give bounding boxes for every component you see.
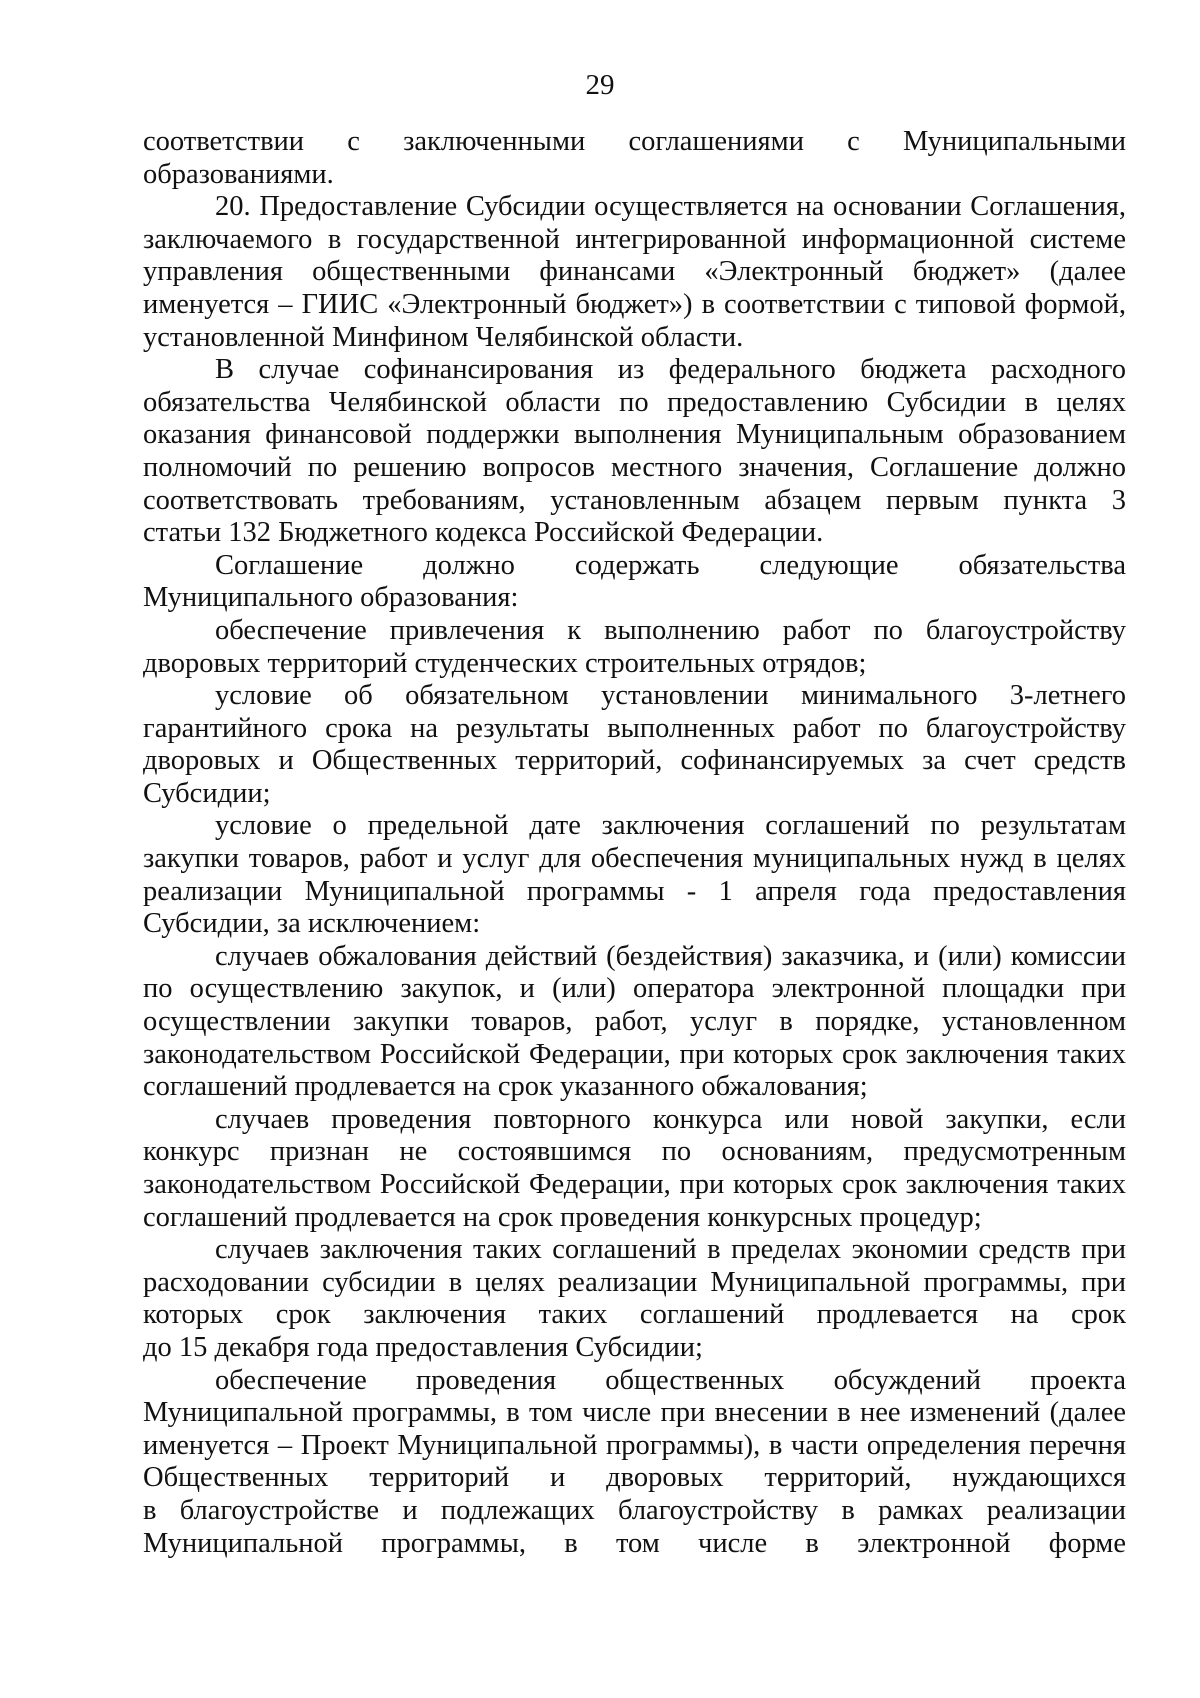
text-line: Субсидии, за исключением: (143, 908, 481, 940)
text-line: Общественных территорий и дворовых территорий, нуждающихся (143, 1462, 1126, 1494)
text-line: установленной Минфином Челябинской области. (143, 321, 744, 353)
text-line: обязательства Челябинской области по предоставлению Субсидии в целях (143, 386, 1126, 418)
text-line: до 15 декабря года предоставления Субсидии; (143, 1331, 703, 1363)
text-line: именуется – ГИИС «Электронный бюджет») в соответствии с типовой формой, (143, 288, 1126, 320)
text-line: дворовых территорий студенческих строительных отрядов; (143, 647, 867, 679)
text-line: случаев проведения повторного конкурса или новой закупки, если (215, 1103, 1126, 1135)
document-body (143, 126, 1126, 1560)
text-line: Субсидии; (143, 777, 271, 809)
page-number: 29 (585, 69, 615, 101)
text-line: Муниципальной программы, в том числе в электронной форме (143, 1527, 1126, 1559)
text-line: Соглашение должно содержать следующие обязательства (215, 549, 1126, 581)
text-line: условие о предельной дате заключения соглашений по результатам (215, 810, 1126, 842)
text-line: расходовании субсидии в целях реализации Муниципальной программы, при (143, 1266, 1126, 1298)
text-line: законодательством Российской Федерации, при которых срок заключения таких (143, 1169, 1126, 1200)
text-line: в благоустройстве и подлежащих благоустройству в рамках реализации (143, 1494, 1126, 1526)
paragraph (143, 680, 1126, 810)
text-line: именуется – Проект Муниципальной программы), в части определения перечня (143, 1429, 1126, 1461)
paragraph (143, 191, 1126, 354)
text-line: 20. Предоставление Субсидии осуществляется на основании Соглашения, (215, 191, 1126, 223)
text-line: которых срок заключения таких соглашений продлевается на срок (143, 1299, 1126, 1331)
text-line: дворовых и Общественных территорий, софинансируемых за счет средств (143, 745, 1126, 777)
paragraph (143, 615, 1126, 680)
paragraph (143, 810, 1126, 940)
text-line: В случае софинансирования из федерального бюджета расходного (215, 354, 1126, 386)
paragraph (143, 941, 1126, 1104)
text-line: Муниципальной программы, в том числе при внесении в нее изменений (далее (143, 1397, 1126, 1429)
paragraph (143, 126, 1126, 191)
text-line: соглашений продлевается на срок указанного обжалования; (143, 1071, 868, 1103)
text-line: гарантийного срока на результаты выполненных работ по благоустройству (143, 712, 1126, 744)
paragraph (143, 550, 1126, 615)
text-line: осуществлении закупки товаров, работ, услуг в порядке, установленном (143, 1006, 1126, 1038)
paragraph (143, 1234, 1126, 1364)
text-line: образованиями. (143, 158, 334, 190)
text-line: статьи 132 Бюджетного кодекса Российской Федерации. (143, 517, 824, 549)
text-line: обеспечение проведения общественных обсуждений проекта (215, 1364, 1126, 1396)
text-line: заключаемого в государственной интегрированной информационной системе (143, 223, 1126, 255)
text-line: по осуществлению закупок, и (или) оператора электронной площадки при (143, 973, 1126, 1005)
text-line: обеспечение привлечения к выполнению работ по благоустройству (215, 614, 1126, 646)
text-line: управления общественными финансами «Электронный бюджет» (далее (143, 256, 1126, 288)
text-line: законодательством Российской Федерации, при которых срок заключения таких (143, 1038, 1126, 1070)
text-line: полномочий по решению вопросов местного значения, Соглашение должно (143, 451, 1126, 483)
text-line: реализации Муниципальной программы - 1 апреля года предоставления (143, 875, 1126, 907)
text-line: условие об обязательном установлении минимального 3-летнего (215, 680, 1126, 712)
text-line: Муниципального образования: (143, 582, 519, 614)
text-line: случаев обжалования действий (бездействия) заказчика, и (или) комиссии (215, 940, 1126, 972)
text-line: соответствии с заключенными соглашениями с Муниципальными (143, 126, 1126, 157)
text-line: случаев заключения таких соглашений в пределах экономии средств при (215, 1234, 1126, 1266)
paragraph (143, 1104, 1126, 1234)
text-line: соглашений продлевается на срок проведения конкурсных процедур; (143, 1201, 982, 1233)
text-line: закупки товаров, работ и услуг для обеспечения муниципальных нужд в целях (143, 843, 1126, 875)
text-line: оказания финансовой поддержки выполнения Муниципальным образованием (143, 419, 1126, 451)
text-line: конкурс признан не состоявшимся по основаниям, предусмотренным (143, 1136, 1126, 1168)
text-line: соответствовать требованиям, установленным абзацем первым пункта 3 (143, 484, 1126, 516)
paragraph (143, 354, 1126, 550)
paragraph (143, 1365, 1126, 1561)
